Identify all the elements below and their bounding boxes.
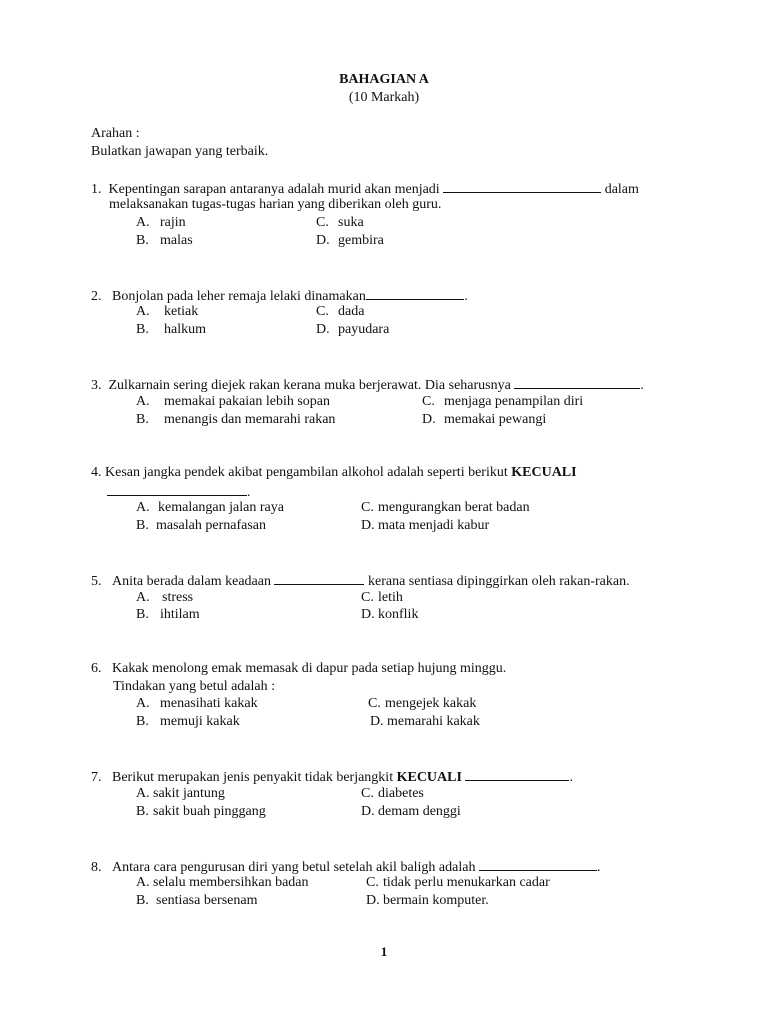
answer-blank[interactable]	[443, 179, 601, 193]
question-number: 7.	[91, 770, 102, 785]
option-a[interactable]: A. rajin	[136, 215, 186, 230]
question-stem-end: .	[464, 289, 468, 304]
question-stem-end: .	[569, 770, 573, 785]
question-stem: Berikut merupakan jenis penyakit tidak berjangkit	[112, 770, 394, 785]
option-d[interactable]: D. konflik	[361, 607, 419, 622]
option-a[interactable]: A. selalu membersihkan badan	[136, 875, 309, 890]
option-c[interactable]: C. diabetes	[361, 786, 424, 801]
option-c[interactable]: C. suka	[316, 215, 364, 230]
question-number: 2.	[91, 289, 102, 304]
answer-blank[interactable]	[465, 767, 569, 781]
kecuali-emphasis: KECUALI	[396, 770, 462, 785]
option-a[interactable]: A. memakai pakaian lebih sopan	[136, 394, 330, 409]
answer-blank[interactable]	[479, 857, 597, 871]
option-c[interactable]: C. dada	[316, 304, 365, 319]
option-c[interactable]: C. mengejek kakak	[368, 696, 477, 711]
question-number: 5.	[91, 574, 102, 589]
question-stem-end: .	[596, 860, 601, 875]
option-c[interactable]: C. menjaga penampilan diri	[422, 394, 584, 409]
page-number: 1	[380, 944, 388, 959]
question-stem-end: .	[640, 378, 644, 393]
question-text	[91, 571, 630, 591]
question-text	[91, 464, 577, 482]
question-stem-line2: Tindakan yang betul adalah :	[113, 679, 276, 694]
option-d[interactable]: D. memakai pewangi	[422, 412, 547, 427]
option-a[interactable]: A. ketiak	[136, 304, 199, 319]
option-a[interactable]: A. stress	[136, 590, 194, 605]
question-stem: Anita berada dalam keadaan	[112, 574, 271, 589]
marks-subtitle: (10 Markah)	[348, 90, 420, 105]
question-number: 3.	[91, 378, 102, 393]
option-c[interactable]: C. tidak perlu menukarkan cadar	[366, 875, 550, 890]
answer-blank[interactable]	[274, 571, 364, 585]
section-title: BAHAGIAN A	[339, 72, 429, 87]
instructions-label: Arahan :	[91, 126, 140, 141]
question-number: 8.	[91, 860, 102, 875]
question-stem: Bonjolan pada leher remaja lelaki dinamakan	[112, 289, 366, 304]
question-text	[91, 767, 573, 787]
option-d[interactable]: D. gembira	[316, 233, 384, 248]
question-stem: Antara cara pengurusan diri yang betul setelah akil baligh adalah	[112, 860, 476, 875]
option-d[interactable]: D. memarahi kakak	[370, 714, 480, 729]
question-text	[91, 660, 506, 678]
kecuali-emphasis: KECUALI	[511, 465, 577, 480]
option-b[interactable]: B. sentiasa bersenam	[136, 893, 258, 908]
option-b[interactable]: B. ihtilam	[136, 607, 200, 622]
question-stem-end: dalam	[604, 182, 639, 197]
answer-blank[interactable]	[107, 482, 247, 496]
option-a[interactable]: A. sakit jantung	[136, 786, 225, 801]
option-d[interactable]: D. demam denggi	[361, 804, 461, 819]
question-stem-end: kerana sentiasa dipinggirkan oleh rakan-rakan.	[367, 574, 630, 589]
answer-blank[interactable]	[514, 375, 640, 389]
option-c[interactable]: C. mengurangkan berat badan	[361, 500, 530, 515]
option-b[interactable]: B. malas	[136, 233, 193, 248]
option-b[interactable]: B. masalah pernafasan	[136, 518, 266, 533]
question-stem-line2: melaksanakan tugas-tugas harian yang diberikan oleh guru.	[109, 197, 442, 212]
option-b[interactable]: B. menangis dan memarahi rakan	[136, 412, 336, 427]
question-number: 4.	[91, 465, 102, 480]
option-b[interactable]: B. sakit buah pinggang	[136, 804, 266, 819]
option-b[interactable]: B. memuji kakak	[136, 714, 240, 729]
question-stem: Zulkarnain sering diejek rakan kerana muka berjerawat. Dia seharusnya	[108, 378, 511, 393]
option-d[interactable]: D. mata menjadi kabur	[361, 518, 490, 533]
question-text	[91, 375, 644, 395]
instructions-text: Bulatkan jawapan yang terbaik.	[91, 144, 269, 159]
question-stem: Kakak menolong emak memasak di dapur pada setiap hujung minggu.	[112, 661, 507, 676]
answer-blank[interactable]	[366, 286, 464, 300]
question-number: 6.	[91, 661, 102, 676]
question-stem: Kesan jangka pendek akibat pengambilan alkohol adalah seperti berikut	[105, 465, 508, 480]
option-b[interactable]: B. halkum	[136, 322, 206, 337]
question-stem-end: .	[247, 485, 251, 500]
question-stem: Kepentingan sarapan antaranya adalah murid akan menjadi	[108, 182, 440, 197]
option-d[interactable]: D. payudara	[316, 322, 390, 337]
option-c[interactable]: C. letih	[361, 590, 403, 605]
question-number: 1.	[91, 182, 102, 197]
option-d[interactable]: D. bermain komputer.	[366, 893, 489, 908]
option-a[interactable]: A. menasihati kakak	[136, 696, 258, 711]
option-a[interactable]: A. kemalangan jalan raya	[136, 500, 284, 515]
